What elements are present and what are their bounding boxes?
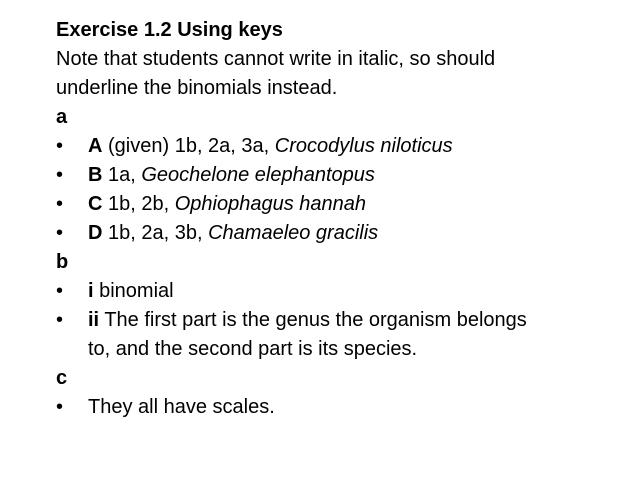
bullet-icon: •: [56, 135, 64, 157]
note-line-2: underline the binomials instead.: [56, 77, 338, 99]
item-text: 1a,: [102, 164, 142, 186]
species-name: Geochelone elephantopus: [141, 164, 375, 186]
list-item: [56, 161, 618, 190]
list-item: [56, 219, 618, 248]
item-text: (given) 1b, 2a, 3a,: [102, 135, 275, 157]
species-name: Crocodylus niloticus: [274, 135, 453, 157]
item-key: ii: [88, 309, 100, 331]
species-name: Chamaeleo gracilis: [208, 222, 379, 244]
item-key: i: [88, 280, 94, 302]
item-text: binomial: [93, 280, 174, 302]
list-item: [56, 393, 618, 422]
item-key: C: [88, 193, 103, 215]
list-item: [56, 277, 618, 306]
list-item: [56, 190, 618, 219]
note-line-1: Note that students cannot write in italic, so should: [56, 48, 496, 70]
list-item: [56, 132, 618, 161]
item-continuation: to, and the second part is its species.: [88, 338, 418, 360]
bullet-icon: •: [56, 164, 64, 186]
bullet-icon: •: [56, 309, 64, 331]
species-name: Ophiophagus hannah: [174, 193, 367, 215]
section-b-label: b: [56, 251, 69, 273]
item-key: D: [88, 222, 103, 244]
list-item: [56, 306, 618, 335]
item-key: A: [88, 135, 103, 157]
section-a-label: a: [56, 106, 68, 128]
bullet-icon: •: [56, 280, 64, 302]
bullet-icon: •: [56, 193, 64, 215]
exercise-title: Exercise 1.2 Using keys: [56, 19, 283, 41]
item-key: B: [88, 164, 103, 186]
item-text: 1b, 2a, 3b,: [102, 222, 209, 244]
bullet-icon: •: [56, 222, 64, 244]
bullet-icon: •: [56, 396, 64, 418]
section-c-label: c: [56, 367, 68, 389]
item-text: 1b, 2b,: [102, 193, 175, 215]
item-text: The first part is the genus the organism belongs: [99, 309, 527, 331]
item-text: They all have scales.: [88, 396, 275, 418]
